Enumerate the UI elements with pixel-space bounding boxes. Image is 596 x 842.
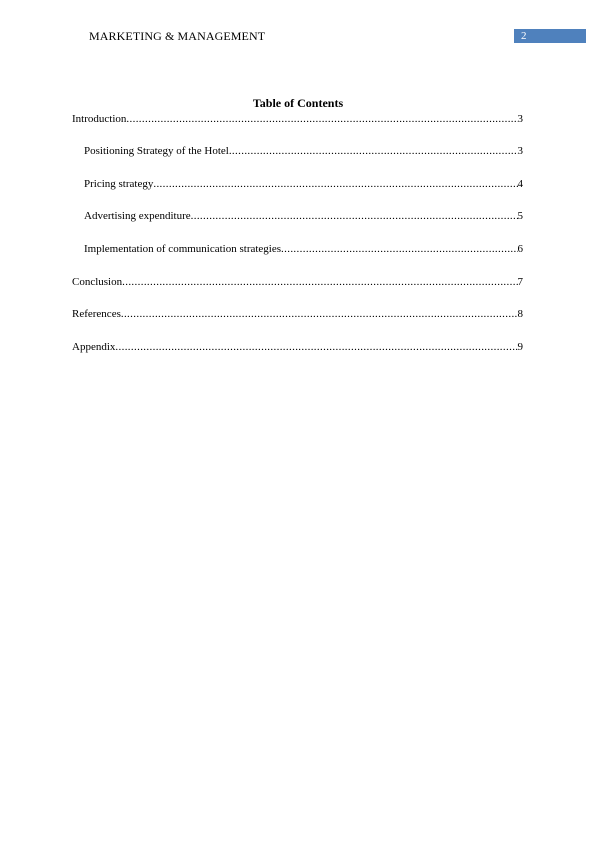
toc-entry-references[interactable] bbox=[72, 307, 523, 322]
toc-entry-page: 8 bbox=[517, 308, 523, 320]
dot-leader bbox=[122, 275, 517, 290]
toc-heading: Table of Contents bbox=[252, 96, 344, 110]
dot-leader bbox=[115, 340, 517, 355]
toc-entry-label: Introduction bbox=[72, 113, 127, 125]
toc-entry-page: 5 bbox=[517, 210, 523, 222]
toc-entry-label: Advertising expenditure bbox=[84, 210, 191, 222]
toc-entry-conclusion[interactable] bbox=[72, 275, 523, 290]
toc-entry-label: Appendix bbox=[72, 341, 116, 353]
toc-entry-page: 4 bbox=[517, 178, 523, 190]
toc-entry-appendix[interactable] bbox=[72, 340, 523, 355]
toc-entry-page: 7 bbox=[517, 276, 523, 288]
page-number-badge: 2 bbox=[514, 29, 586, 43]
toc-entry-label: Positioning Strategy of the Hotel bbox=[84, 145, 229, 157]
running-header-title: MARKETING & MANAGEMENT bbox=[89, 29, 266, 43]
dot-leader bbox=[126, 112, 517, 127]
toc-entry-page: 9 bbox=[517, 341, 523, 353]
dot-leader bbox=[121, 307, 518, 322]
toc-entry-positioning-strategy[interactable] bbox=[84, 144, 523, 159]
toc-entry-label: Implementation of communication strategies bbox=[84, 243, 282, 255]
toc-entry-page: 6 bbox=[517, 243, 523, 255]
toc-entry-label: Pricing strategy bbox=[84, 178, 154, 190]
toc-entry-advertising-expenditure[interactable] bbox=[84, 209, 523, 224]
toc-entry-pricing-strategy[interactable] bbox=[84, 177, 523, 192]
dot-leader bbox=[281, 242, 517, 257]
toc-entry-introduction[interactable] bbox=[72, 112, 523, 127]
dot-leader bbox=[153, 177, 517, 192]
toc-entry-page: 3 bbox=[517, 145, 523, 157]
toc-entry-label: References bbox=[72, 308, 121, 320]
dot-leader bbox=[229, 144, 518, 159]
toc-entry-label: Conclusion bbox=[72, 276, 123, 288]
toc-entry-communication-strategies[interactable] bbox=[84, 242, 523, 257]
toc-entry-page: 3 bbox=[517, 113, 523, 125]
dot-leader bbox=[191, 209, 518, 224]
